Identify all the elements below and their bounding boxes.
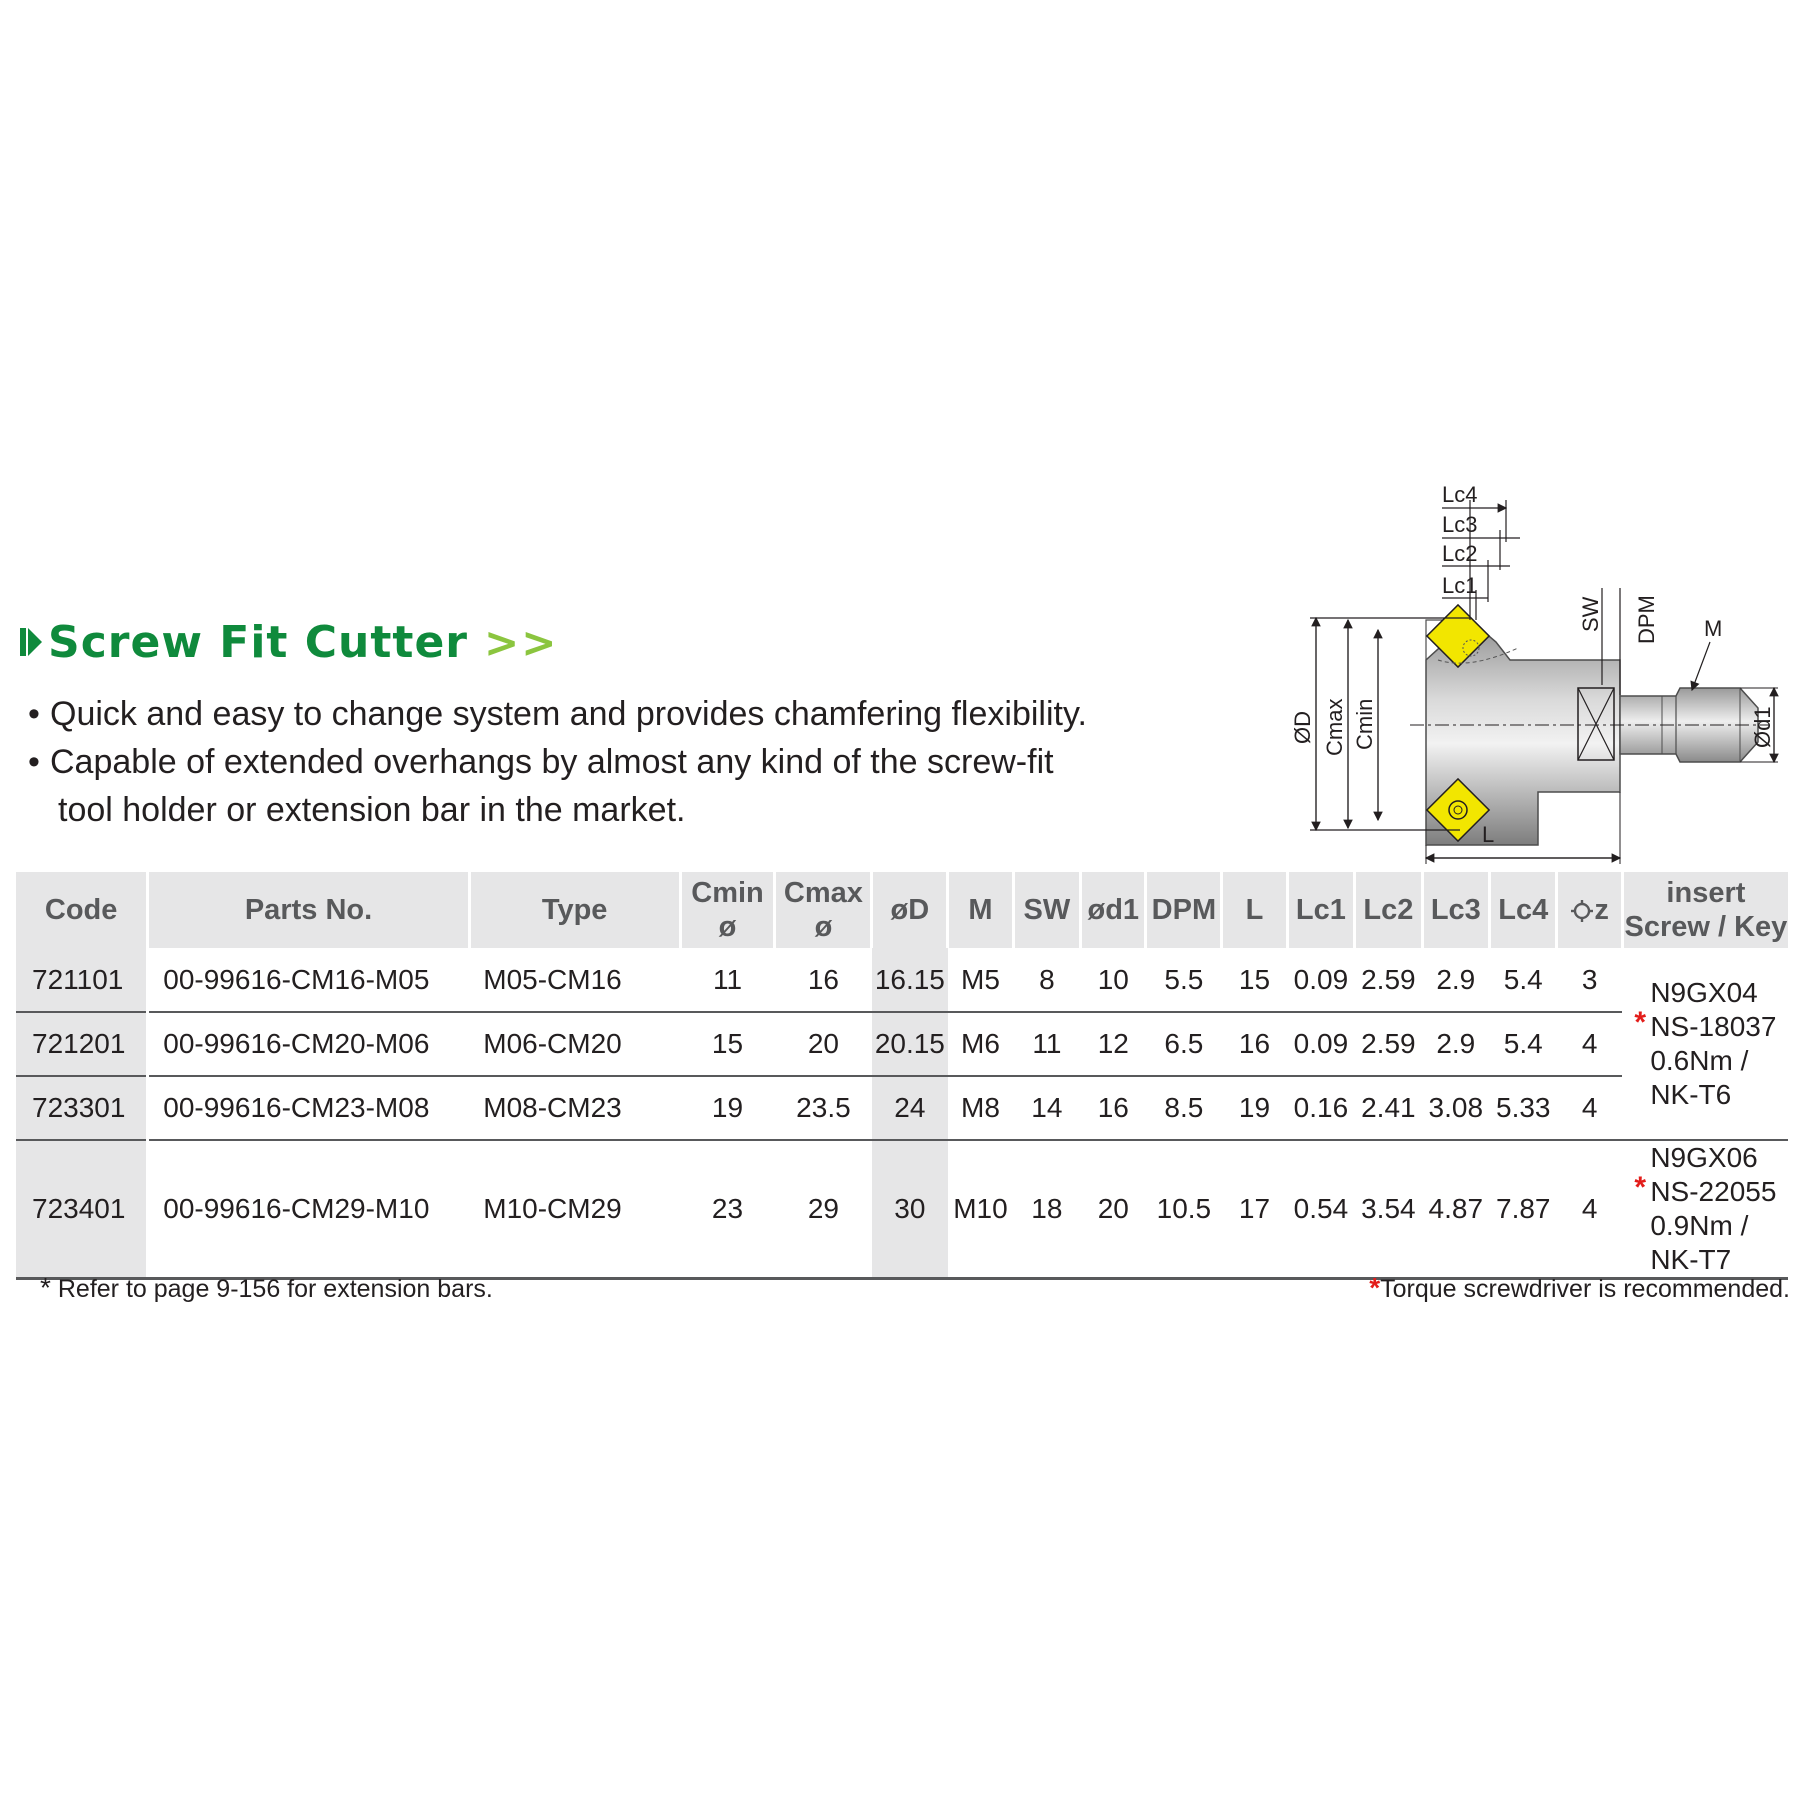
cell-sw: 11 [1013, 1012, 1080, 1076]
footnote-text: Refer to page 9-156 for extension bars. [57, 1275, 493, 1303]
cell-dpm: 8.5 [1146, 1076, 1222, 1140]
cell-lc3: 2.9 [1422, 948, 1489, 1012]
cell-od: 20.15 [872, 1012, 948, 1076]
cell-z: 4 [1557, 1140, 1622, 1279]
cell-dpm: 10.5 [1146, 1140, 1222, 1279]
footnote-extension-bars [40, 1272, 493, 1304]
lc4-label: Lc4 [1442, 482, 1478, 507]
l-label: L [1482, 822, 1495, 847]
cell-sw: 14 [1013, 1076, 1080, 1140]
cell-m: M10 [948, 1140, 1013, 1279]
col-header-od1: ød1 [1081, 872, 1146, 948]
col-header-dpm: DPM [1146, 872, 1222, 948]
col-header-insert: insert Screw / Key [1622, 872, 1788, 948]
cell-lc4: 5.33 [1490, 1076, 1557, 1140]
m-label: M [1704, 616, 1723, 641]
cell-z: 4 [1557, 1012, 1622, 1076]
cell-parts: 00-99616-CM23-M08 [148, 1076, 470, 1140]
cell-lc3: 3.08 [1422, 1076, 1489, 1140]
cell-z: 3 [1557, 948, 1622, 1012]
cell-parts: 00-99616-CM29-M10 [148, 1140, 470, 1279]
dpm-label: DPM [1634, 595, 1659, 644]
col-header-cmin: Cmin ø [680, 872, 775, 948]
cell-type: M06-CM20 [469, 1012, 680, 1076]
cell-cmax: 16 [775, 948, 872, 1012]
cell-od1: 20 [1081, 1140, 1146, 1279]
cell-type: M10-CM29 [469, 1140, 680, 1279]
cell-parts: 00-99616-CM16-M05 [148, 948, 470, 1012]
cell-lc1: 0.09 [1287, 948, 1354, 1012]
feature-item: • Capable of extended overhangs by almost any kind of the screw-fit [26, 738, 1156, 786]
cell-lc3: 4.87 [1422, 1140, 1489, 1279]
footnote-star: * [40, 1272, 51, 1303]
cell-code: 721201 [16, 1012, 148, 1076]
col-header-cmax: Cmax ø [775, 872, 872, 948]
cutting-edge-count-icon [1570, 899, 1594, 923]
cell-lc3: 2.9 [1422, 1012, 1489, 1076]
insert-code: N9GX04 [1650, 976, 1758, 1008]
feature-item-continuation: tool holder or extension bar in the market. [58, 791, 686, 829]
cell-l: 16 [1222, 1012, 1287, 1076]
cell-lc4: 5.4 [1490, 948, 1557, 1012]
cell-z: 4 [1557, 1076, 1622, 1140]
col-header-lc1: Lc1 [1287, 872, 1354, 948]
col-header-code: Code [16, 872, 148, 948]
page-title: Screw Fit Cutter [48, 616, 468, 668]
col-header-lc3: Lc3 [1422, 872, 1489, 948]
cell-lc2: 3.54 [1355, 1140, 1422, 1279]
key-spec: 0.9Nm / NK-T7 [1650, 1210, 1749, 1275]
cell-insert-screw-key [1622, 948, 1788, 1140]
cell-od1: 12 [1081, 1012, 1146, 1076]
cell-m: M5 [948, 948, 1013, 1012]
cell-cmax: 23.5 [775, 1076, 872, 1140]
cell-lc2: 2.59 [1355, 1012, 1422, 1076]
table-row [16, 948, 1788, 1012]
lc3-label: Lc3 [1442, 512, 1478, 537]
feature-list [26, 690, 1156, 834]
col-header-lc2: Lc2 [1355, 872, 1422, 948]
cell-code: 723301 [16, 1076, 148, 1140]
cmin-label: Cmin [1352, 698, 1377, 750]
cell-m: M6 [948, 1012, 1013, 1076]
od-label: ØD [1290, 711, 1315, 744]
cell-od: 24 [872, 1076, 948, 1140]
cell-lc4: 7.87 [1490, 1140, 1557, 1279]
table-row [16, 1012, 1788, 1076]
col-header-parts: Parts No. [148, 872, 470, 948]
col-header-l: L [1222, 872, 1287, 948]
cell-cmax: 29 [775, 1140, 872, 1279]
cell-type: M08-CM23 [469, 1076, 680, 1140]
insert-code: N9GX06 [1650, 1142, 1758, 1173]
footnote-star: * [1369, 1272, 1381, 1303]
screw-code: * NS-22055 [1634, 1171, 1777, 1207]
col-header-type: Type [469, 872, 680, 948]
table-row [16, 1140, 1788, 1279]
col-header-z: z [1557, 872, 1622, 948]
key-spec: 0.6Nm / NK-T6 [1650, 1044, 1749, 1110]
cell-lc1: 0.16 [1287, 1076, 1354, 1140]
cell-code: 723401 [16, 1140, 148, 1279]
cell-lc1: 0.54 [1287, 1140, 1354, 1279]
cell-dpm: 5.5 [1146, 948, 1222, 1012]
col-header-lc4: Lc4 [1490, 872, 1557, 948]
cell-od: 16.15 [872, 948, 948, 1012]
cell-cmax: 20 [775, 1012, 872, 1076]
cell-od: 30 [872, 1140, 948, 1279]
cell-lc1: 0.09 [1287, 1012, 1354, 1076]
triangle-marker-icon [20, 622, 48, 662]
lc1-label: Lc1 [1442, 573, 1478, 598]
cell-parts: 00-99616-CM20-M06 [148, 1012, 470, 1076]
cell-od1: 16 [1081, 1076, 1146, 1140]
col-header-od: øD [872, 872, 948, 948]
cell-cmin: 15 [680, 1012, 775, 1076]
footnote-text: Torque screwdriver is recommended. [1380, 1275, 1790, 1303]
cell-l: 19 [1222, 1076, 1287, 1140]
cell-lc2: 2.59 [1355, 948, 1422, 1012]
spec-table [16, 872, 1788, 1280]
feature-item: • Quick and easy to change system and provides chamfering flexibility. [26, 690, 1156, 738]
col-header-m: M [948, 872, 1013, 948]
cell-od1: 10 [1081, 948, 1146, 1012]
cell-type: M05-CM16 [469, 948, 680, 1012]
cmax-label: Cmax [1322, 698, 1347, 756]
cell-lc4: 5.4 [1490, 1012, 1557, 1076]
cell-lc2: 2.41 [1355, 1076, 1422, 1140]
cell-cmin: 23 [680, 1140, 775, 1279]
chevron-right-icon: >> [484, 617, 559, 667]
table-header-row [16, 872, 1788, 948]
cutter-dimension-diagram [1270, 480, 1790, 870]
cell-code: 721101 [16, 948, 148, 1012]
lc2-label: Lc2 [1442, 541, 1478, 566]
cell-m: M8 [948, 1076, 1013, 1140]
cell-l: 17 [1222, 1140, 1287, 1279]
table-row [16, 1076, 1788, 1140]
footnote-torque [1369, 1272, 1790, 1304]
cell-cmin: 19 [680, 1076, 775, 1140]
screw-code: * NS-18037 [1634, 1005, 1777, 1042]
cell-insert-screw-key [1622, 1140, 1788, 1279]
cell-dpm: 6.5 [1146, 1012, 1222, 1076]
cell-cmin: 11 [680, 948, 775, 1012]
cell-sw: 8 [1013, 948, 1080, 1012]
col-header-sw: SW [1013, 872, 1080, 948]
cell-sw: 18 [1013, 1140, 1080, 1279]
sw-label: SW [1578, 596, 1603, 632]
section-title [20, 612, 558, 672]
od1-label: Ød1 [1750, 706, 1775, 748]
cell-l: 15 [1222, 948, 1287, 1012]
